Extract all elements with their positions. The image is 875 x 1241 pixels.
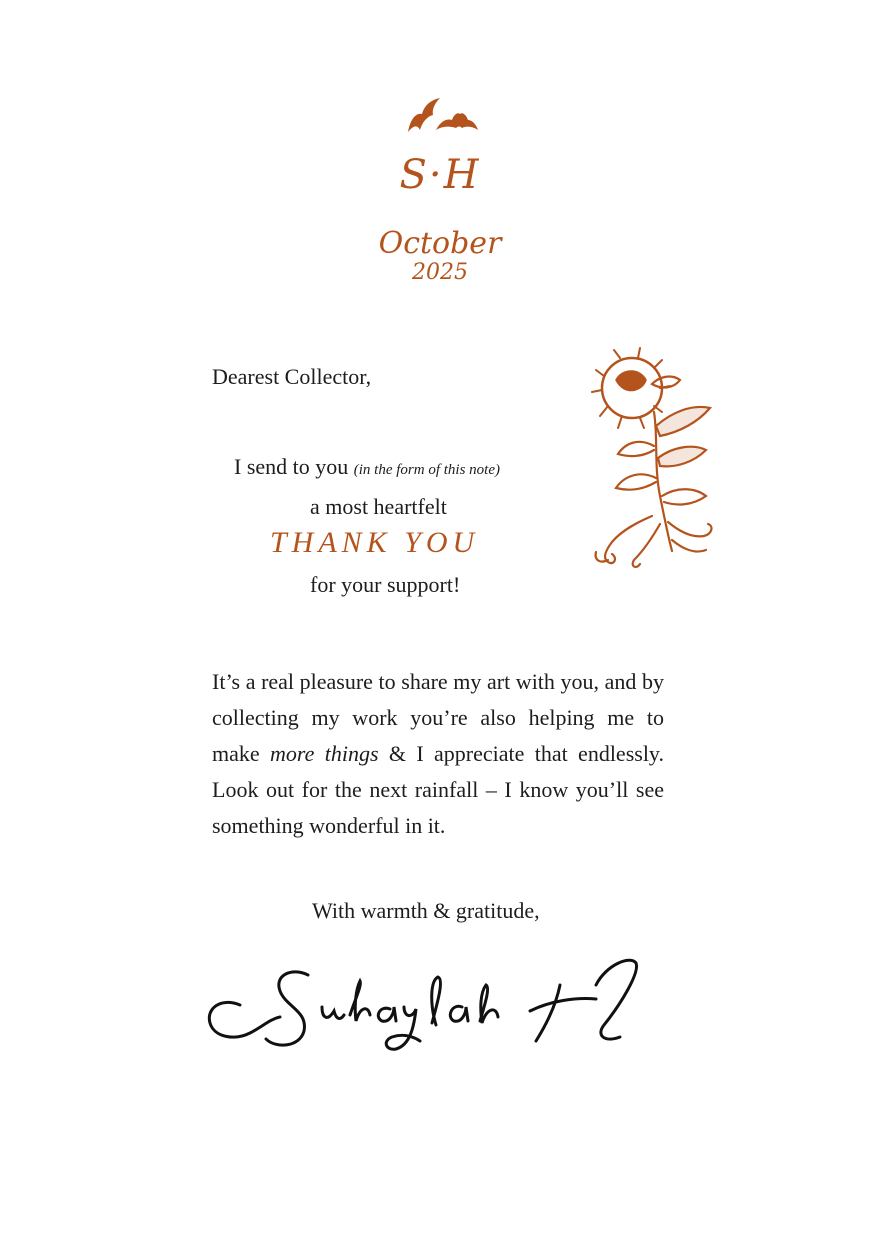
body-paragraph (212, 664, 664, 844)
monogram: S·H (399, 152, 481, 198)
flower-illustration-icon (582, 346, 722, 571)
heartfelt-line: a most heartfelt (310, 494, 447, 519)
letterhead (350, 88, 530, 303)
date-month: October (378, 226, 502, 261)
date-year: 2025 (412, 260, 468, 285)
closing-line: With warmth & gratitude, (312, 898, 540, 923)
send-line-main: I send to you (234, 454, 349, 479)
signature-icon (200, 945, 660, 1060)
body-text-2: & I appreciate that endlessly. Look out for the next rainfall – I know you’ll see something wonderful in it. (212, 741, 664, 838)
body-emphasis: more things (270, 741, 379, 766)
body-text-1: It’s a real pleasure to share my art with you, and by collecting my work you’re also helping me to make (212, 669, 664, 766)
send-line-aside: (in the form of this note) (353, 462, 501, 478)
send-line (234, 454, 500, 480)
greeting: Dearest Collector, (212, 364, 372, 389)
thank-you-heading: THANK YOU (270, 526, 480, 559)
support-line: for your support! (310, 572, 461, 597)
